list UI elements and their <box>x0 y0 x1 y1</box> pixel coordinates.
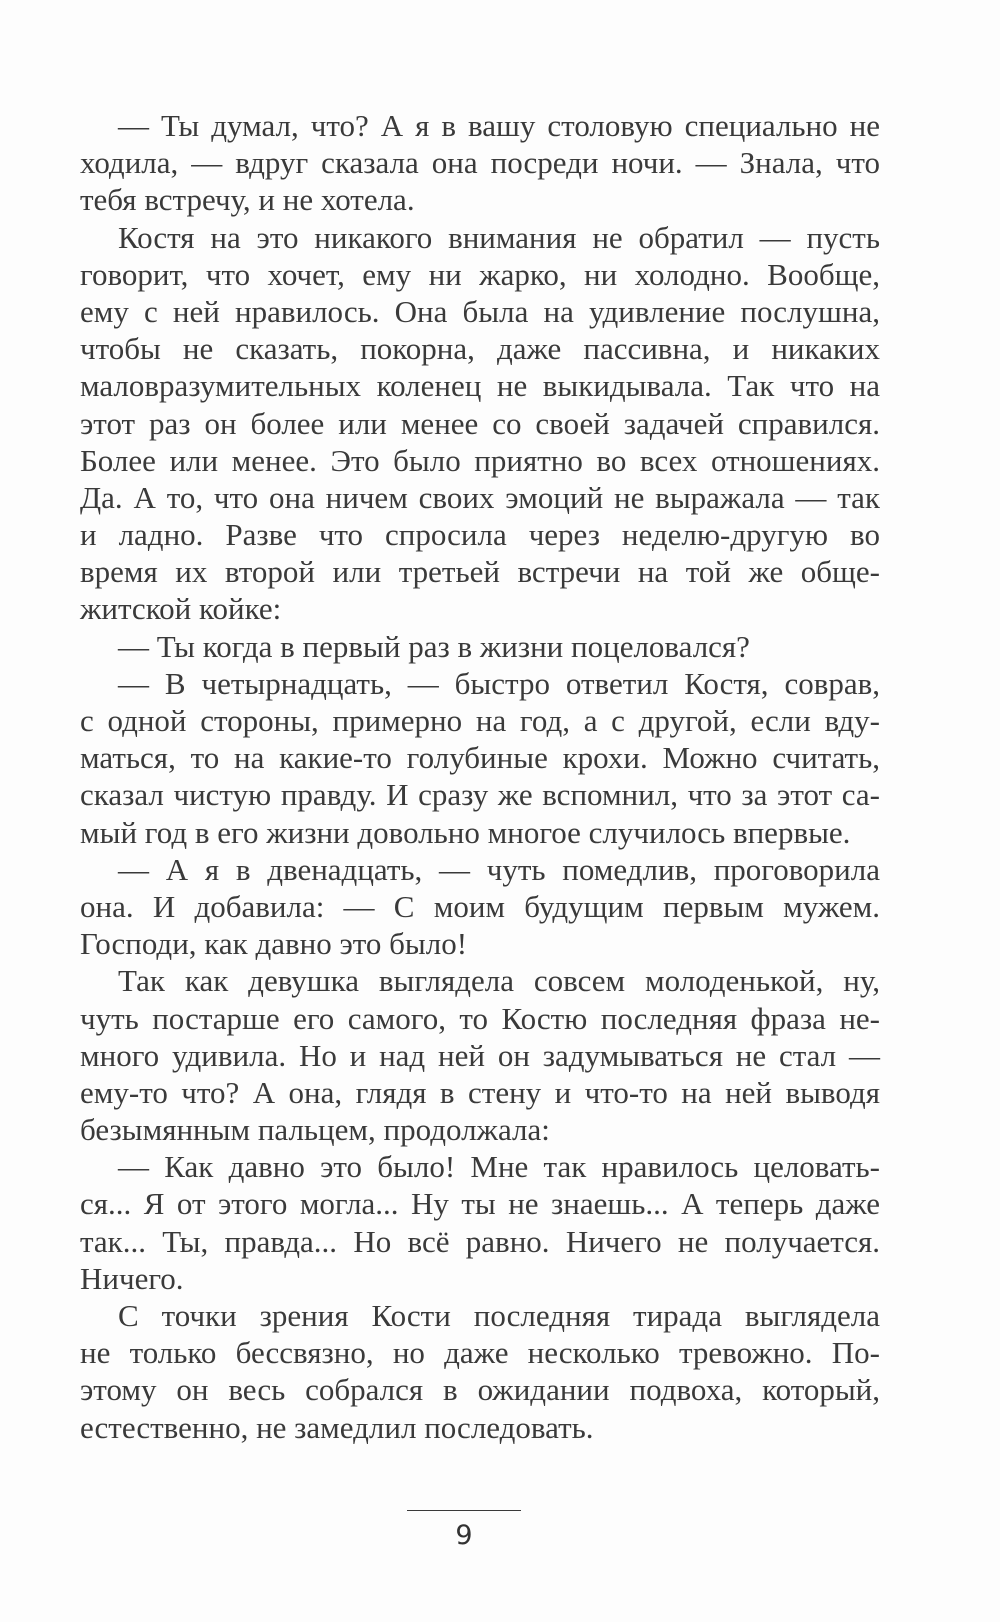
text-line: время их второй или третьей встречи на той же обще- <box>80 554 880 590</box>
text-line: чуть постарше его самого, то Костю последняя фраза не- <box>80 1000 880 1036</box>
text-line: Ничего. <box>80 1260 184 1296</box>
text-line: — А я в двенадцать, — чуть помедлив, проговорила <box>118 851 880 887</box>
text-line: Да. А то, что она ничем своих эмоций не выражала — так <box>80 479 880 515</box>
text-line: ему с ней нравилось. Она была на удивление послушна, <box>80 293 880 329</box>
text-line: житской койке: <box>80 591 282 627</box>
page-number: 9 <box>455 1520 473 1551</box>
text-line: Костя на это никакого внимания не обратил — пусть <box>118 219 880 255</box>
text-line: — Ты когда в первый раз в жизни поцеловался? <box>118 628 750 664</box>
text-line: Господи, как давно это было! <box>80 926 468 962</box>
text-line: говорит, что хочет, ему ни жарко, ни холодно. Вообще, <box>80 256 880 292</box>
text-line: и ладно. Разве что спросила через неделю-другую во <box>80 517 880 553</box>
text-line: ся... Я от этого могла... Ну ты не знаешь... А теперь даже <box>80 1186 880 1222</box>
text-line: так... Ты, правда... Но всё равно. Ничего не получается. <box>80 1223 880 1259</box>
text-line: ему-то что? А она, глядя в стену и что-то на ней выводя <box>80 1074 880 1110</box>
footer-rule <box>407 1510 521 1511</box>
text-line: — Как давно это было! Мне так нравилось целовать- <box>118 1149 880 1185</box>
text-line: этому он весь собрался в ожидании подвоха, который, <box>80 1372 880 1408</box>
text-line: чтобы не сказать, покорна, даже пассивна, и никаких <box>80 331 880 367</box>
text-line: она. И добавила: — С моим будущим первым мужем. <box>80 888 880 924</box>
text-line: много удивила. Но и над ней он задумываться не стал — <box>80 1037 880 1073</box>
text-line: Так как девушка выглядела совсем молоденькой, ну, <box>118 963 880 999</box>
text-line: не только бессвязно, но даже несколько тревожно. По- <box>80 1335 880 1371</box>
text-line: тебя встречу, и не хотела. <box>80 182 415 218</box>
text-line: этот раз он более или менее со своей задачей справился. <box>80 405 880 441</box>
text-line: — Ты думал, что? А я в вашу столовую специально не <box>118 108 880 143</box>
text-line: маловразумительных коленец не выкидывала. Так что на <box>80 368 880 404</box>
text-line: мый год в его жизни довольно многое случилось впервые. <box>80 814 851 850</box>
text-line: с одной стороны, примерно на год, а с другой, если вду- <box>80 703 880 738</box>
text-line: сказал чистую правду. И сразу же вспомнил, что за этот са- <box>80 777 880 813</box>
text-line: маться, то на какие-то голубиные крохи. Можно считать, <box>80 740 880 776</box>
text-line: Более или менее. Это было приятно во всех отношениях. <box>80 442 880 478</box>
text-line: естественно, не замедлил последовать. <box>80 1409 594 1445</box>
body-text <box>80 107 880 1446</box>
text-line: безымянным пальцем, продолжала: <box>80 1112 550 1148</box>
text-line: ходила, — вдруг сказала она посреди ночи. — Знала, что <box>80 145 880 181</box>
text-line: С точки зрения Кости последняя тирада выглядела <box>118 1298 880 1333</box>
text-line: — В четырнадцать, — быстро ответил Костя, соврав, <box>118 665 880 701</box>
